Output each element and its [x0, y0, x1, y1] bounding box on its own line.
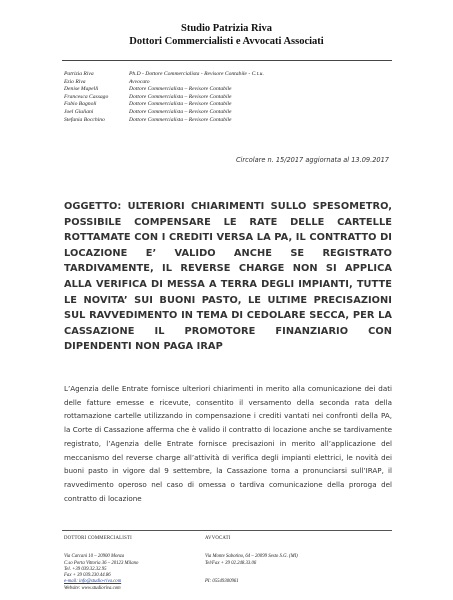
person-row	[64, 109, 394, 117]
person-name: Fabio Bagnoli	[64, 101, 97, 108]
footer-piva: PI: 05549300961	[205, 578, 239, 584]
firm-name: Studio Patrizia Riva	[181, 23, 272, 34]
footer-tel: Tel. +39 039.32.32.95	[64, 566, 107, 572]
footer-website-link[interactable]: Website: www.studioriva.com	[64, 585, 121, 591]
footer-avvocati	[205, 536, 393, 585]
person-row	[64, 117, 394, 125]
person-name: Patrizia Riva	[64, 71, 94, 77]
person-name: Francesca Cassago	[64, 93, 109, 100]
footer-left-title: DOTTORI COMMERCIALISTI	[64, 536, 132, 541]
person-row	[64, 79, 394, 87]
footer-address-monza: Via Carcani 10 – 20900 Monza	[64, 554, 125, 560]
body-paragraph: L’Agenzia delle Entrate fornisce ulteriori chiarimenti in merito alla comunicazione dei dati delle fatture emesse e ricevute, consentito il versamento della seconda rata della rottamazione cartelle utilizzando in compensazione i crediti vantati nei confronti della PA, la Corte di Cassazione afferma che è valido il contratto di locazione anche se tardivamente registrato, l’Agenzia delle Entrate fornisce precisazioni in merito all’applicazione del meccanismo del reverse charge all’attività di verifica degli impianti elettrici, le novità dei buoni pasto in vigore dal 9 settembre, la Cassazione torna a pronunciarsi sull’IRAP, il ravvedimento operoso nel caso di omessa o tardiva comunicazione della proroga del contratto di locazione	[64, 384, 392, 503]
footer-address-milano: C.so Porta Vittoria 36 – 20123 Milano	[64, 560, 139, 566]
person-name: Joel Giuliani	[64, 108, 94, 115]
person-role: Dottore Commercialista – Revisore Contabile	[129, 93, 232, 100]
person-row	[64, 94, 394, 102]
person-role: Dottore Commercialista – Revisore Contabile	[129, 101, 232, 108]
footer-address-sesto: Via Monte Sabotino, 64 – 20099 Sesto S.G. (MI)	[205, 554, 298, 560]
person-role: Dottore Commercialista – Revisore Contabile	[129, 116, 232, 123]
person-name: Denise Mapelli	[64, 86, 99, 93]
letterhead	[0, 22, 453, 48]
circular-reference: Circolare n. 15/2017 aggiornata al 13.09.2017	[235, 156, 389, 164]
person-row	[64, 101, 394, 109]
footer-telfax: Tel/Fax + 39 02.248.33.06	[205, 560, 257, 566]
partners-list	[64, 71, 394, 124]
person-name: Stefania Bocchino	[64, 116, 105, 123]
subject-heading: OGGETTO: ULTERIORI CHIARIMENTI SULLO SPESOMETRO, POSSIBILE COMPENSARE LE RATE DELLE CARTELLE ROTTAMATE CON I CREDITI VERSA LA PA, IL CONTRATTO DI LOCAZIONE E’ VALIDO ANCHE SE REGISTRATO TARDIVAMENTE, IL REVERSE CHARGE NON SI APPLICA ALLA VERIFICA DI MESSA A TERRA DEGLI IMPIANTI, TUTTE LE NOVITA’ SUI BUONI PASTO, LE ULTIME PRECISAZIONI SUL RAVVEDIMENTO IN TEMA DI CEDOLARE SECCA, PER LA CASSAZIONE IL PROMOTORE FINANZIARIO CON DIPENDENTI NON PAGA IRAP	[64, 201, 392, 353]
footer-email-link[interactable]: e-mail: info@studio-riva.com	[64, 579, 122, 585]
footer-divider	[62, 530, 392, 531]
person-role: Dottore Commercialista – Revisore Contabile	[129, 86, 232, 93]
person-name: Ezio Riva	[64, 78, 86, 85]
person-role: Ph.D - Dottore Commercialista - Revisore Contabile - C.t.u.	[129, 71, 264, 77]
footer-right-title: AVVOCATI	[205, 536, 231, 541]
person-role: Avvocato	[129, 78, 150, 85]
person-role: Dottore Commercialista – Revisore Contabile	[129, 108, 232, 115]
footer-commercialisti	[64, 536, 184, 592]
person-row	[64, 86, 394, 94]
firm-subtitle: Dottori Commercialisti e Avvocati Associati	[129, 36, 324, 47]
person-row	[64, 71, 394, 79]
footer-fax: Fax + 39 039.230.44.86	[64, 573, 111, 579]
header-divider	[62, 60, 392, 61]
